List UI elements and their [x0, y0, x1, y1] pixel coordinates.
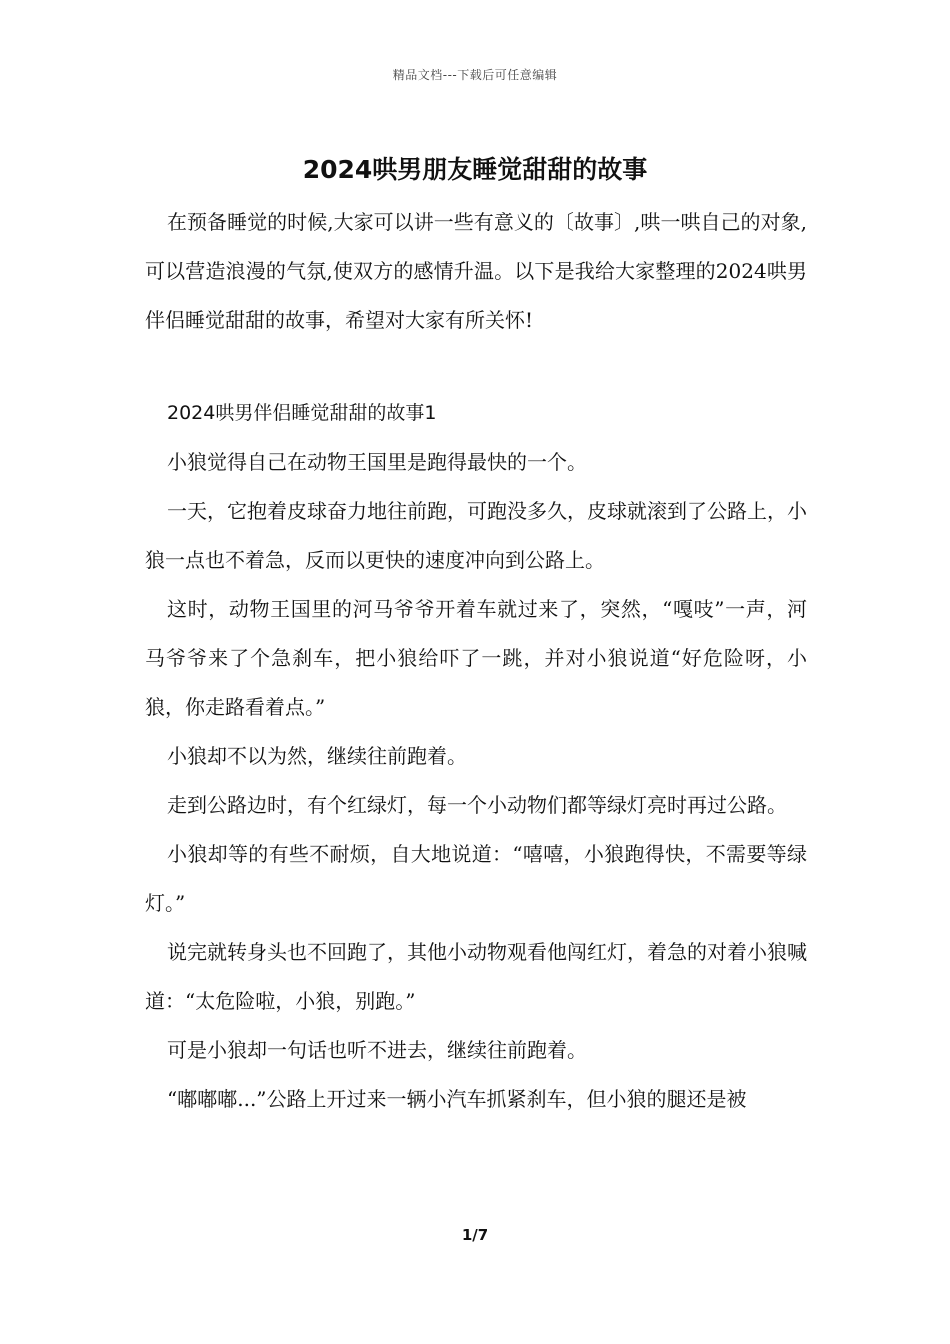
document-title: 2024哄男朋友睡觉甜甜的故事: [302, 155, 648, 184]
intro-paragraph: 在预备睡觉的时候,大家可以讲一些有意义的〔故事〕,哄一哄自己的对象,可以营造浪漫的气氛,使双方的感情升温。以下是我给大家整理的2024哄男伴侣睡觉甜甜的故事，希望对大家有所关怀!: [145, 210, 807, 332]
paragraph: 小狼却等的有些不耐烦，自大地说道：“嘻嘻，小狼跑得快，不需要等绿灯。”: [145, 842, 807, 915]
paragraph: 小狼觉得自己在动物王国里是跑得最快的一个。: [167, 450, 587, 474]
paragraph: 说完就转身头也不回跑了，其他小动物观看他闯红灯，着急的对着小狼喊道：“太危险啦，小狼，别跑。”: [145, 940, 807, 1013]
paragraph: 可是小狼却一句话也听不进去，继续往前跑着。: [167, 1038, 587, 1062]
page-number: 1/7: [461, 1226, 489, 1244]
header-note: 精品文档---下载后可任意编辑: [392, 68, 558, 82]
document-body: [145, 198, 807, 1124]
paragraph: 一天，它抱着皮球奋力地往前跑，可跑没多久，皮球就滚到了公路上，小狼一点也不着急，反而以更快的速度冲向到公路上。: [145, 499, 807, 572]
story-heading: 2024哄男伴侣睡觉甜甜的故事1: [167, 402, 437, 424]
paragraph: 小狼却不以为然，继续往前跑着。: [167, 744, 467, 768]
paragraph: 这时，动物王国里的河马爷爷开着车就过来了，突然，“嘎吱”一声，河马爷爷来了个急刹车，把小狼给吓了一跳，并对小狼说道“好危险呀，小狼，你走路看着点。”: [145, 597, 807, 719]
paragraph: “嘟嘟嘟...”公路上开过来一辆小汽车抓紧刹车，但小狼的腿还是被: [167, 1087, 747, 1111]
paragraph: 走到公路边时，有个红绿灯，每一个小动物们都等绿灯亮时再过公路。: [167, 793, 787, 817]
